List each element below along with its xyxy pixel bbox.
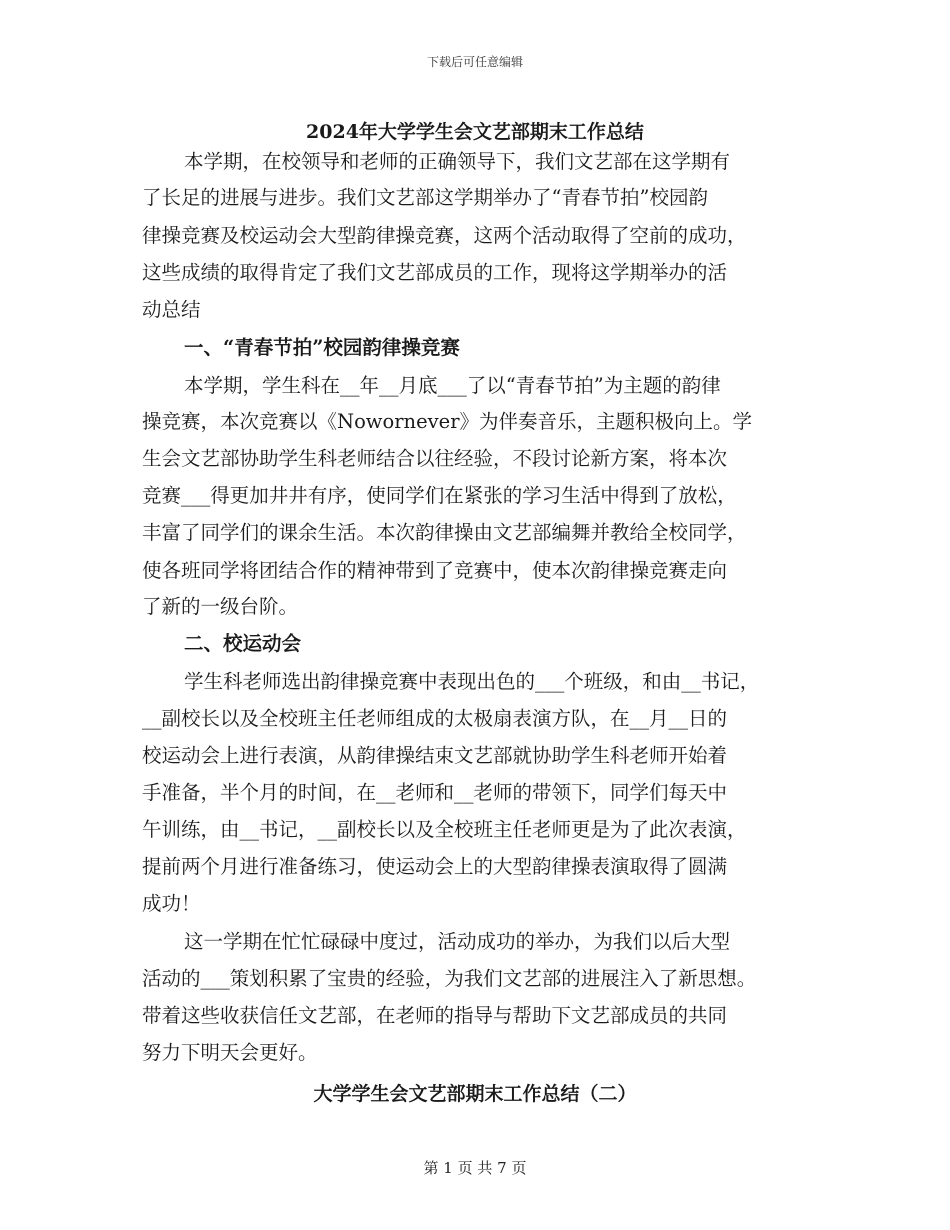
intro-line: 动总结 xyxy=(142,298,201,321)
section1-line: 了新的一级台阶。 xyxy=(142,595,299,618)
page-number: 第 1 页 共 7 页 xyxy=(423,1159,527,1177)
section2-line: 学生科老师选出韵律操竞赛中表现出色的___个班级，和由__书记， xyxy=(184,670,760,693)
section1-line: 丰富了同学们的课余生活。本次韵律操由文艺部编舞并教给全校同学， xyxy=(142,521,747,544)
section2-line: 午训练，由__书记，__副校长以及全校班主任老师更是为了此次表演， xyxy=(142,818,747,841)
intro-line: 了长足的进展与进步。我们文艺部这学期举办了“青春节拍”校园韵 xyxy=(142,186,708,209)
intro-line: 律操竞赛及校运动会大型韵律操竞赛，这两个活动取得了空前的成功， xyxy=(142,224,747,247)
section-heading-1: 一、“青春节拍”校园韵律操竞赛 xyxy=(184,336,460,359)
section2-line: __副校长以及全校班主任老师组成的太极扇表演方队，在__月__日的 xyxy=(142,707,728,730)
section2-line: 手准备，半个月的时间，在__老师和__老师的带领下，同学们每天中 xyxy=(142,781,728,804)
closing-line: 带着这些收获信任文艺部，在老师的指导与帮助下文艺部成员的共同 xyxy=(142,1004,728,1027)
section-heading-2: 二、校运动会 xyxy=(184,632,302,655)
section2-line: 成功！ xyxy=(142,892,201,915)
section2-line: 校运动会上进行表演，从韵律操结束文艺部就协助学生科老师开始着 xyxy=(142,744,728,767)
closing-line: 努力下明天会更好。 xyxy=(142,1041,318,1064)
intro-line: 本学期，在校领导和老师的正确领导下，我们文艺部在这学期有 xyxy=(184,150,731,173)
closing-line: 活动的___策划积累了宝贵的经验，为我们文艺部的进展注入了新思想。 xyxy=(142,967,757,990)
section1-line: 本学期，学生科在__年__月底___了以“青春节拍”为主题的韵律 xyxy=(184,374,721,397)
section1-line: 生会文艺部协助学生科老师结合以往经验，不段讨论新方案，将本次 xyxy=(142,447,728,470)
section2-line: 提前两个月进行准备练习，使运动会上的大型韵律操表演取得了圆满 xyxy=(142,855,728,878)
intro-line: 这些成绩的取得肯定了我们文艺部成员的工作，现将这学期举办的活 xyxy=(142,261,728,284)
document-title: 2024年大学学生会文艺部期末工作总结 xyxy=(306,121,644,143)
section1-line: 竞赛___得更加井井有序，使同学们在紧张的学习生活中得到了放松， xyxy=(142,484,737,507)
section1-line: 操竞赛，本次竞赛以《Nowornever》为伴奏音乐，主题积极向上。学 xyxy=(142,410,753,433)
second-title: 大学学生会文艺部期末工作总结（二） xyxy=(313,1083,637,1105)
page-header-note: 下载后可任意编辑 xyxy=(426,55,523,69)
section1-line: 使各班同学将团结合作的精神带到了竞赛中，使本次韵律操竞赛走向 xyxy=(142,559,728,582)
closing-line: 这一学期在忙忙碌碌中度过，活动成功的举办，为我们以后大型 xyxy=(184,930,731,953)
